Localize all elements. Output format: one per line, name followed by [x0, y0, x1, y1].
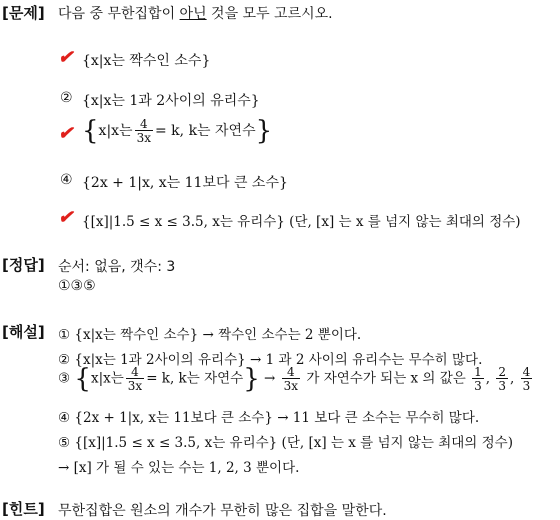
- explanation-label: [해설]: [2, 323, 45, 341]
- explanation-2: ② {x|x는 1과 2사이의 유리수} → 1 과 2 사이의 유리수는 무수히 많다.: [58, 352, 483, 368]
- question-text-before: 다음 중 무한집합이: [58, 6, 180, 22]
- explanation-5: ⑤ {[x]|1.5 ≤ x ≤ 3.5, x는 유리수} (단, [x] 는 x 를 넘지 않는 최대의 정수): [58, 435, 513, 451]
- option-3: {x|x는 $\frac{4}{3x}$ = k, k는 자연수}: [82, 116, 273, 146]
- explanation-3: ③ {x|x는 $\frac{4}{3x}$ = k, k는 자연수} → $\frac{4}{3x}$ 가 자연수가 되는 x 의 값은 $\frac{1}{3}$ , $\frac{2}{3}$ , $\frac{4}{3}$: [58, 364, 531, 394]
- explanation-4: ④ {2x + 1|x, x는 11보다 큰 소수} → 11 보다 큰 소수는 무수히 많다.: [58, 410, 480, 426]
- hint-text: 무한집합은 원소의 개수가 무한히 많은 집합을 말한다.: [58, 503, 387, 519]
- check-mark-icon: ✔: [58, 123, 74, 144]
- check-mark-icon: ✔: [58, 47, 74, 68]
- option-5-set: {[x]|1.5 ≤ x ≤ 3.5, x는 유리수}: [82, 214, 285, 230]
- question-text: [58, 3, 333, 23]
- question-label: [문제]: [2, 4, 45, 22]
- option-1: {x|x는 짝수인 소수}: [82, 53, 211, 69]
- question-text-underlined: 아닌: [179, 6, 207, 22]
- answer-label: [정답]: [2, 256, 45, 274]
- explanation-1: ① {x|x는 짝수인 소수} → 짝수인 소수는 2 뿐이다.: [58, 327, 362, 343]
- check-mark-icon: ✔: [58, 207, 74, 228]
- option-3-set-post: = k, k는 자연수: [155, 123, 256, 139]
- option-5-note: (단, [x] 는 x 를 넘지 않는 최대의 정수): [289, 214, 521, 230]
- option-2: {x|x는 1과 2사이의 유리수}: [82, 93, 260, 109]
- explanation-6: → [x] 가 될 수 있는 수는 1, 2, 3 뿐이다.: [58, 460, 300, 476]
- answer-line-2: ①③⑤: [58, 278, 96, 294]
- question-text-after: 것을 모두 고르시오.: [206, 6, 333, 22]
- answer-line-1: 순서: 없음, 갯수: 3: [58, 259, 176, 275]
- option-2-marker: ②: [60, 90, 73, 106]
- option-3-fraction: $\frac{4}{3x}$: [136, 117, 151, 145]
- hint-label: [힌트]: [2, 500, 45, 518]
- option-3-set-pre: x|x는: [98, 123, 133, 139]
- option-4: {2x + 1|x, x는 11보다 큰 소수}: [82, 175, 288, 191]
- option-5: [82, 210, 521, 230]
- option-4-marker: ④: [60, 172, 73, 188]
